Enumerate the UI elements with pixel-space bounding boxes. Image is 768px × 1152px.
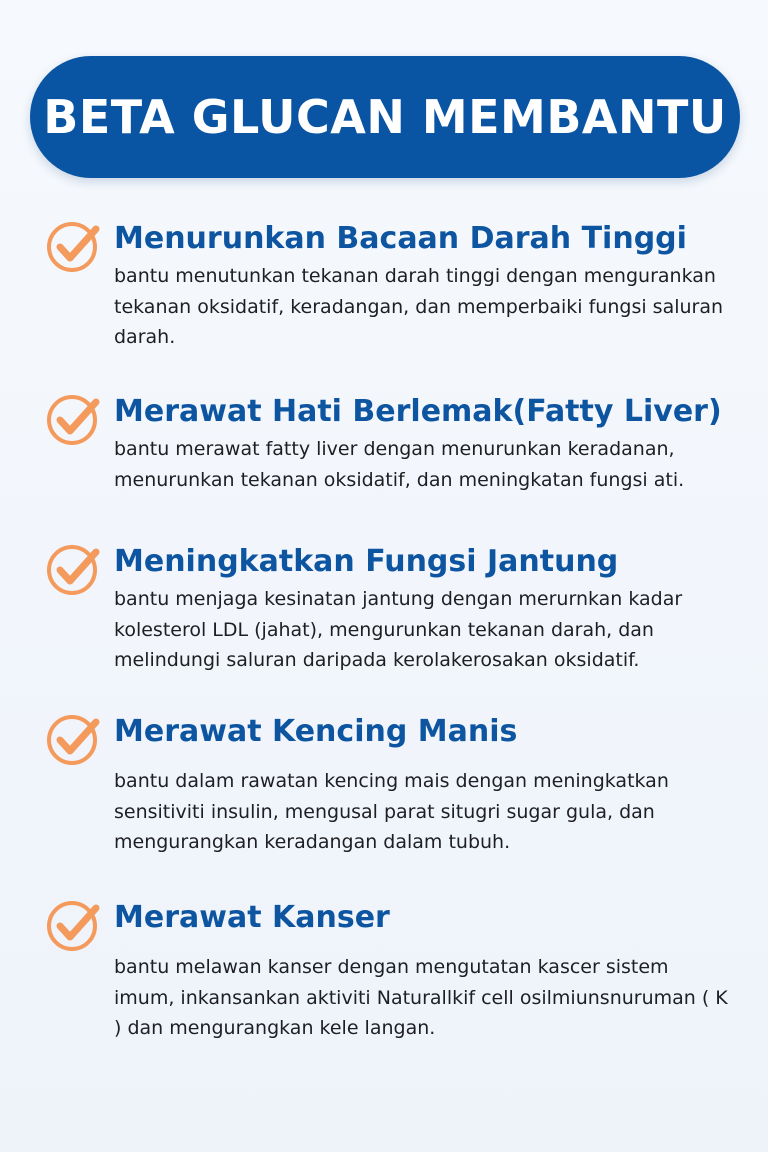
benefit-description: bantu menjaga kesinatan jantung dengan merurnkan kadar kolesterol LDL (jahat), mengurunkan tekanan darah, dan melindungi saluran daripada kerolakerosakan oksidatif.: [114, 588, 683, 671]
benefit-item-diabetes: [46, 710, 736, 890]
check-circle-icon: [46, 390, 106, 450]
check-circle-icon: [46, 540, 106, 600]
benefit-title: Meningkatkan Fungsi Jantung: [114, 544, 619, 579]
benefit-item-blood-pressure: [46, 217, 736, 357]
benefit-title: Menurunkan Bacaan Darah Tinggi: [114, 221, 687, 256]
benefit-item-fatty-liver: [46, 390, 736, 500]
benefit-title: Merawat Kanser: [114, 900, 390, 935]
page-title: BETA GLUCAN MEMBANTU: [43, 90, 727, 144]
check-circle-icon: [46, 217, 106, 277]
benefit-title: Merawat Hati Berlemak(Fatty Liver): [114, 394, 722, 429]
benefit-description: bantu merawat fatty liver dengan menurunkan keradanan, menurunkan tekanan oksidatif, dan meningkatan fungsi ati.: [114, 438, 685, 491]
title-banner: [30, 56, 740, 178]
benefit-description: bantu menutunkan tekanan darah tinggi dengan mengurankan tekanan oksidatif, keradangan, dan memperbaiki fungsi saluran darah.: [114, 265, 724, 348]
check-circle-icon: [46, 896, 106, 956]
benefit-title: Merawat Kencing Manis: [114, 714, 518, 749]
check-circle-icon: [46, 710, 106, 770]
benefit-description: bantu dalam rawatan kencing mais dengan meningkatkan sensitiviti insulin, mengusal parat situgri sugar gula, dan mengurangkan keradangan dalam tubuh.: [114, 770, 669, 853]
benefit-description: bantu melawan kanser dengan mengutatan kascer sistem imum, inkansankan aktiviti Naturallkif cell osilmiunsnuruman ( K ) dan mengurangkan kele langan.: [114, 956, 728, 1039]
benefit-item-heart-function: [46, 540, 736, 680]
benefit-item-cancer: [46, 896, 736, 1076]
